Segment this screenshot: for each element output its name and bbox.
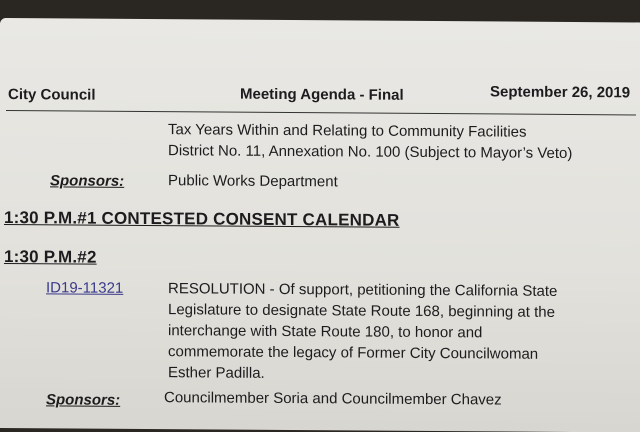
item1-line-1: Tax Years Within and Relating to Community Facilities [168,121,527,141]
agenda-page [0,18,640,432]
item2-line-4: commemorate the legacy of Former City Councilwoman [168,343,539,363]
item2-line-5: Esther Padilla. [168,364,265,382]
section-contested-consent: 1:30 P.M.#1 CONTESTED CONSENT CALENDAR [4,208,400,230]
item1-sponsors-label: Sponsors: [50,172,125,190]
item2-line-2: Legislature to designate State Route 168, beginning at the [168,301,555,321]
item2-sponsors-value: Councilmember Soria and Councilmember Chavez [164,389,502,409]
item2-line-1: RESOLUTION - Of support, petitioning the California State [168,280,558,300]
header-date: September 26, 2019 [490,83,631,102]
item1-line-2: District No. 11, Annexation No. 100 (Subject to Mayor’s Veto) [168,142,573,162]
header-city-council: City Council [8,86,96,104]
item2-line-3: interchange with State Route 180, to honor and [168,322,483,342]
item1-sponsors-value: Public Works Department [168,172,338,191]
item2-sponsors-label: Sponsors: [46,391,121,409]
item2-id-link[interactable]: ID19-11321 [46,279,124,297]
page-header [0,80,640,108]
header-title: Meeting Agenda - Final [240,85,404,104]
section-1-30-pm-2: 1:30 P.M.#2 [4,247,97,267]
header-rule [6,110,636,115]
